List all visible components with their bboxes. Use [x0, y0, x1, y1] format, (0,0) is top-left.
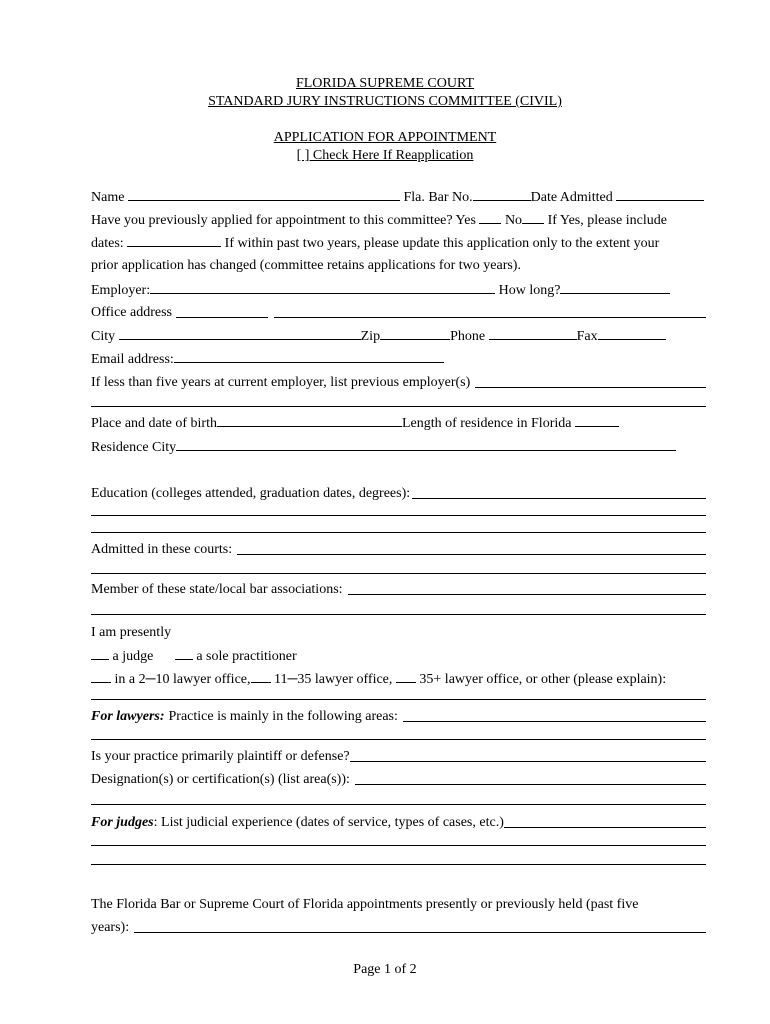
office-address-label: Office address: [91, 305, 172, 320]
bar-assoc-row: [91, 581, 706, 601]
admitted-courts-row: [91, 541, 706, 561]
committee-name: STANDARD JURY INSTRUCTIONS COMMITTEE (CIVIL): [208, 94, 562, 109]
email-field[interactable]: [174, 350, 444, 363]
office-address-field-1[interactable]: [176, 304, 268, 318]
phone-label: Phone: [450, 329, 486, 344]
presently-label: I am presently: [91, 625, 172, 640]
office-2-10-label: in a 2─10 lawyer office,: [114, 672, 251, 687]
office-35-field[interactable]: [396, 670, 416, 683]
birth-field[interactable]: [217, 414, 402, 427]
residence-city-row: [91, 438, 706, 458]
fax-field[interactable]: [598, 327, 666, 340]
bar-no-field[interactable]: [473, 188, 531, 201]
practice-areas-field[interactable]: [403, 708, 706, 722]
for-judges-label: For judges: [91, 815, 154, 830]
designation-field[interactable]: [355, 771, 706, 785]
judicial-exp-line-2[interactable]: [91, 864, 706, 865]
practice-areas-line[interactable]: [91, 739, 706, 740]
years-label: years):: [91, 920, 130, 935]
fax-label: Fax: [576, 329, 598, 344]
education-line-2[interactable]: [91, 532, 706, 533]
residence-length-field[interactable]: [575, 414, 619, 427]
name-field[interactable]: [128, 188, 400, 201]
appointments-field[interactable]: [134, 919, 706, 933]
no-label: No: [504, 213, 523, 228]
plaintiff-defense-field[interactable]: [350, 748, 706, 762]
form-title: APPLICATION FOR APPOINTMENT: [273, 130, 497, 145]
name-label: Name: [91, 190, 125, 205]
office-11-35-label: 11─35 lawyer office,: [274, 672, 393, 687]
employer-label: Employer:: [91, 283, 151, 298]
judge-field[interactable]: [91, 647, 109, 660]
date-admitted-label: Date Admitted: [530, 190, 613, 205]
for-lawyers-label: For lawyers:: [91, 709, 165, 724]
designation-label: Designation(s) or certification(s) (list area(s)):: [91, 772, 350, 787]
office-address-field-2[interactable]: [274, 304, 706, 318]
prev-employer-field[interactable]: [475, 374, 706, 388]
how-long-field[interactable]: [560, 281, 670, 294]
practice-areas-row: [91, 708, 706, 728]
within-two-label: If within past two years, please update this application only to the extent your: [224, 236, 660, 251]
admitted-courts-field[interactable]: [237, 541, 706, 555]
residence-city-label: Residence City: [91, 440, 177, 455]
office-explain-line[interactable]: [91, 699, 706, 700]
dates-label: dates:: [91, 236, 124, 251]
no-field[interactable]: [522, 211, 544, 224]
office-2-10-field[interactable]: [91, 670, 111, 683]
employer-row: [91, 281, 706, 301]
office-11-35-field[interactable]: [251, 670, 271, 683]
admitted-courts-line[interactable]: [91, 573, 706, 574]
education-label: Education (colleges attended, graduation dates, degrees):: [91, 486, 411, 501]
judicial-exp-line-1[interactable]: [91, 845, 706, 846]
date-admitted-field[interactable]: [616, 188, 704, 201]
residence-length-label: Length of residence in Florida: [401, 416, 572, 431]
office-35-label: 35+ lawyer office, or other (please explain):: [419, 672, 667, 687]
residence-city-field[interactable]: [176, 438, 676, 451]
bar-assoc-field[interactable]: [348, 581, 706, 595]
bar-assoc-label: Member of these state/local bar associations:: [91, 582, 343, 597]
prev-employer-row: [91, 374, 706, 394]
judicial-exp-row: [91, 814, 706, 834]
judge-label: a judge: [112, 649, 154, 664]
dates-row: [91, 234, 706, 254]
practice-areas-label: Practice is mainly in the following areas:: [168, 709, 398, 724]
yes-field[interactable]: [479, 211, 501, 224]
dates-field[interactable]: [127, 234, 221, 247]
prior-changed-row: prior application has changed (committee retains applications for two years).: [91, 258, 521, 273]
education-line-1[interactable]: [91, 515, 706, 516]
education-row: [91, 485, 706, 505]
prev-applied-label: Have you previously applied for appointment to this committee? Yes: [91, 213, 476, 228]
education-field[interactable]: [412, 485, 706, 499]
position-row-1: [91, 647, 706, 667]
city-label: City: [91, 329, 116, 344]
appointments-row: [91, 919, 706, 939]
admitted-courts-label: Admitted in these courts:: [91, 542, 233, 557]
designation-row: [91, 771, 706, 791]
court-name: FLORIDA SUPREME COURT: [295, 76, 475, 91]
bar-assoc-line[interactable]: [91, 614, 706, 615]
zip-field[interactable]: [380, 327, 450, 340]
zip-label: Zip: [360, 329, 381, 344]
page-number: Page 1 of 2: [353, 962, 417, 977]
appointments-label: The Florida Bar or Supreme Court of Florida appointments presently or previously held (past five: [91, 897, 639, 912]
prev-applied-row: [91, 211, 706, 231]
plaintiff-defense-label: Is your practice primarily plaintiff or defense?: [91, 749, 350, 764]
position-row-2: [91, 670, 706, 690]
city-row: [91, 327, 706, 347]
email-row: [91, 350, 706, 370]
name-row: [91, 188, 706, 208]
birth-row: [91, 414, 706, 434]
how-long-label: How long?: [498, 283, 561, 298]
office-address-row: [91, 304, 706, 324]
designation-line[interactable]: [91, 804, 706, 805]
email-label: Email address:: [91, 352, 174, 367]
prev-employer-label: If less than five years at current employer, list previous employer(s): [91, 375, 471, 390]
birth-label: Place and date of birth: [91, 416, 217, 431]
bar-no-label: Fla. Bar No.: [403, 190, 473, 205]
phone-field[interactable]: [489, 327, 577, 340]
sole-label: a sole practitioner: [196, 649, 297, 664]
judicial-exp-field[interactable]: [504, 814, 706, 828]
employer-field[interactable]: [150, 281, 495, 294]
city-field[interactable]: [119, 327, 361, 340]
reapplication-checkbox[interactable]: [ ] Check Here If Reapplication: [296, 148, 474, 163]
prev-employer-line[interactable]: [91, 406, 706, 407]
judicial-exp-label: : List judicial experience (dates of service, types of cases, etc.): [153, 815, 504, 830]
if-yes-label: If Yes, please include: [547, 213, 667, 228]
sole-field[interactable]: [175, 647, 193, 660]
plaintiff-defense-row: [91, 748, 706, 768]
